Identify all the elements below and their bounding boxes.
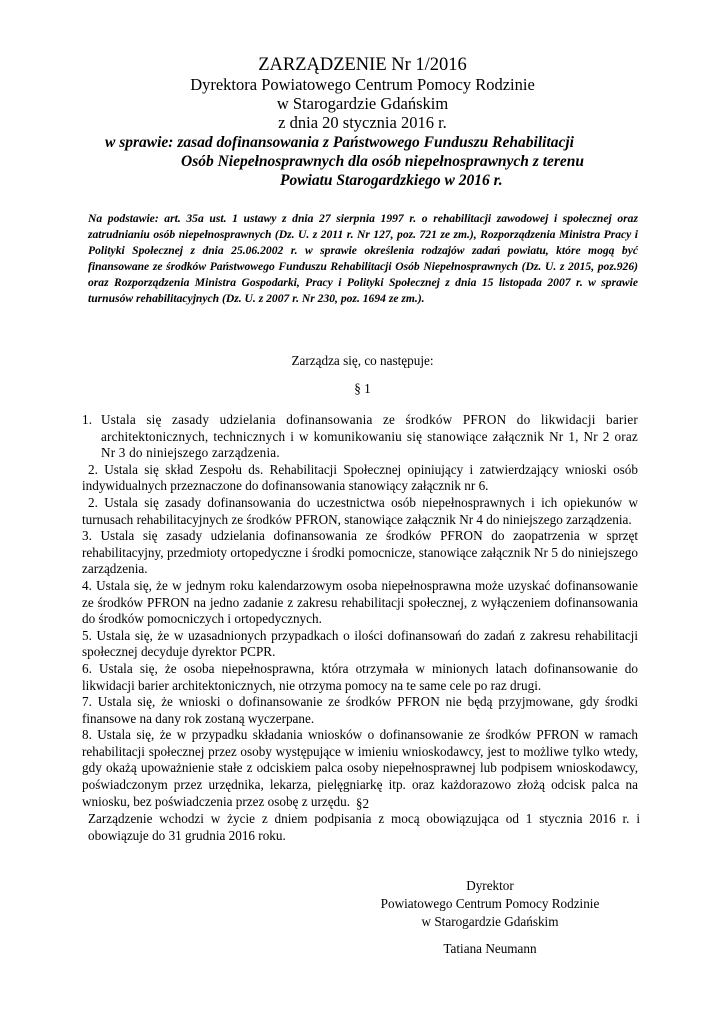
list-item: 2. Ustala się skład Zespołu ds. Rehabilitacji Społecznej opiniujący i zatwierdzający wnioski osób indywidualnych przeznaczone do dofinansowania stanowiący załącznik nr 6. (82, 461, 638, 494)
list-item: 5. Ustala się, że w uzasadnionych przypadkach o ilości dofinansowań do zadań z zakresu rehabilitacji społecznej decyduje dyrektor PCPR. (82, 627, 638, 660)
section-2-text: Zarządzenie wchodzi w życie z dniem podpisania z mocą obowiązująca od 1 stycznia 2016 r. i obowiązuje do 31 grudnia 2016 roku. (88, 811, 640, 843)
list-item: 8. Ustala się, że w przypadku składania wniosków o dofinansowanie ze środków PFRON w ramach rehabilitacji społecznej przez osoby występujące w imieniu wnioskodawcy, jest to możliwe tylko wtedy, gdy okażą upoważnienie stałe z odciskiem palca osoby niepełnosprawnej lub podpisem wnioskodawcy, poświadczonym przez urzędnika, lekarza, pielęgniarkę itp. oraz każdorazowo złożą odcisk palca na wniosku, bez poświadczenia przez osobę z urzędu. (82, 727, 638, 809)
section-1-items (82, 412, 638, 810)
signature-title: Dyrektor (466, 878, 514, 893)
date-line: z dnia 20 stycznia 2016 r. (278, 113, 447, 132)
signature-block (360, 877, 620, 931)
document-title: ZARZĄDZENIE Nr 1/2016 (258, 55, 467, 75)
list-item: 7. Ustala się, że wnioski o dofinansowanie ze środków PFRON nie będą przyjmowane, gdy środki finansowe na dany rok zostaną wyczerpane. (82, 694, 638, 726)
signature-location: w Starogardzie Gdańskim (421, 914, 559, 929)
list-item-number: 1. (82, 412, 93, 427)
subject-line-3: Powiatu Starogardzkiego w 2016 r. (280, 172, 503, 189)
section-2-mark: §2 (355, 796, 370, 811)
signature-office: Powiatowego Centrum Pomocy Rodzinie (380, 896, 600, 911)
subject-line-2: Osób Niepełnosprawnych dla osób niepełnosprawnych z terenu (181, 153, 585, 170)
list-item: 4. Ustala się, że w jednym roku kalendarzowym osoba niepełnosprawna może uzyskać dofinansowanie ze środków PFRON na jedno zadanie z zakresu rehabilitacji społecznej, z wyłączeniem dofinansowania do środków pomocniczych i ortopedycznych. (82, 577, 638, 627)
subject-block (80, 133, 640, 190)
list-item: 6. Ustala się, że osoba niepełnosprawna, która otrzymała w minionych latach dofinansowanie do likwidacji barier architektonicznych, nie otrzyma pomocy na te same cele po raz drugi. (82, 660, 638, 693)
location-line: w Starogardzie Gdańskim (276, 94, 449, 113)
list-item: 3. Ustala się zasady udzielania dofinansowania ze środków PFRON do zaopatrzenia w sprzęt rehabilitacyjny, przedmioty ortopedyczne i środki pomocnicze, stanowiące załącznik Nr 5 do niniejszego zarządzenia. (82, 528, 638, 577)
legal-basis: Na podstawie: art. 35a ust. 1 ustawy z dnia 27 sierpnia 1997 r. o rehabilitacji zawodowej i społecznej oraz zatrudnianiu osób niepełnosprawnych (Dz. U. z 2011 r. Nr 127, poz. 721 ze zm.), Rozporządzenia Ministra Pracy i Polityki Społecznej z dnia 25.06.2002 r. w sprawie określenia rodzajów zadań powiatu, które mogą być finansowane ze środków Państwowego Funduszu Rehabilitacji Osób Niepełnosprawnych (Dz. U. z 2015, poz.926) oraz Rozporządzenia Ministra Gospodarki, Pracy i Polityki Społecznej z dnia 15 listopada 2007 r. w sprawie turnusów rehabilitacyjnych (Dz. U. z 2007 r. Nr 230, poz. 1694 ze zm.). (88, 212, 638, 305)
section-1-mark: § 1 (354, 381, 371, 396)
document-header (0, 55, 725, 132)
signature-name: Tatiana Neumann (443, 941, 537, 956)
issuer-line: Dyrektora Powiatowego Centrum Pomocy Rodzinie (190, 75, 535, 94)
list-item: 2. Ustala się zasady dofinansowania do uczestnictwa osób niepełnosprawnych i ich opiekunów w turnusach rehabilitacyjnych ze środków PFRON, stanowiące załącznik Nr 4 do niniejszego zarządzenia. (82, 494, 638, 527)
list-item-text: Ustala się zasady udzielania dofinansowania ze środków PFRON do likwidacji barier architektonicznych, technicznych i w komunikowaniu się stanowiące załącznik Nr 1, Nr 2 oraz Nr 3 do niniejszego zarządzenia. (101, 412, 638, 461)
intro-line: Zarządza się, co następuje: (291, 353, 434, 368)
list-item (82, 412, 638, 462)
subject-line-1: w sprawie: zasad dofinansowania z Państwowego Funduszu Rehabilitacji (105, 134, 574, 151)
